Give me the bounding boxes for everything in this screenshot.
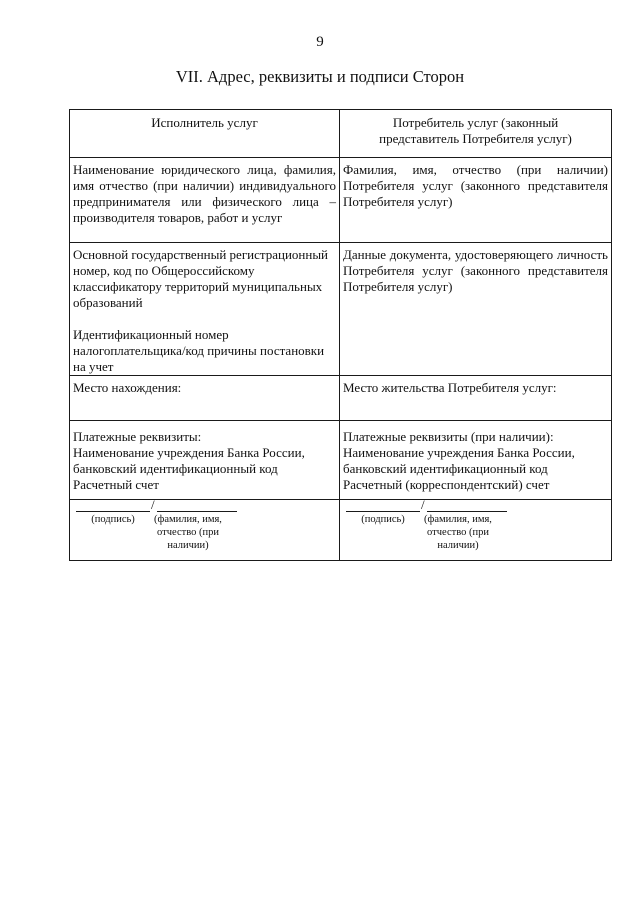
table-header-row bbox=[70, 110, 612, 158]
consumer-name-caption bbox=[415, 513, 501, 552]
caption-line: (фамилия, имя, bbox=[154, 514, 222, 525]
consumer-signature-block bbox=[343, 497, 608, 560]
executor-name-label: Наименование юридического лица, фамилия, имя отчество (при наличии) индивидуального предпринимателя или физического лица – производителя товаров, работ и услуг bbox=[73, 162, 336, 225]
executor-name-cell bbox=[70, 158, 340, 243]
requisites-table bbox=[69, 109, 612, 561]
table-row-signature bbox=[70, 500, 612, 561]
executor-ogrn-label: Основной государственный регистрационный номер, код по Общероссийскому классификатору территорий муниципальных образований bbox=[73, 247, 329, 310]
executor-signature-caption: (подпись) bbox=[91, 514, 135, 525]
consumer-name-label: Фамилия, имя, отчество (при наличии) Потребителя услуг (законного представителя Потребителя услуг) bbox=[343, 162, 608, 209]
consumer-document-cell bbox=[340, 243, 612, 376]
executor-address-label: Место нахождения: bbox=[73, 380, 182, 395]
header-executor-label: Исполнитель услуг bbox=[151, 115, 258, 130]
consumer-payment-line2: Наименование учреждения Банка России, bbox=[343, 445, 575, 460]
section-title: VII. Адрес, реквизиты и подписи Сторон bbox=[175, 67, 465, 86]
consumer-payment-line1: Платежные реквизиты (при наличии): bbox=[343, 429, 554, 444]
consumer-signature-caption: (подпись) bbox=[361, 514, 405, 525]
caption-line: отчество (при bbox=[157, 527, 219, 538]
table-row-address bbox=[70, 376, 612, 421]
header-consumer-line2: представитель Потребителя услуг) bbox=[379, 131, 572, 146]
executor-payment-line1: Платежные реквизиты: bbox=[73, 429, 202, 444]
executor-registration-cell bbox=[70, 243, 340, 376]
caption-line: отчество (при bbox=[427, 527, 489, 538]
executor-payment-cell bbox=[70, 421, 340, 500]
consumer-payment-line3: банковский идентификационный код bbox=[343, 461, 548, 476]
consumer-signature-line bbox=[346, 511, 420, 512]
executor-name-line bbox=[157, 511, 237, 512]
consumer-signature-slash: / bbox=[421, 497, 425, 512]
caption-line: наличии) bbox=[167, 540, 209, 551]
consumer-name-cell bbox=[340, 158, 612, 243]
header-consumer-line1: Потребитель услуг (законный bbox=[392, 115, 559, 130]
header-consumer bbox=[340, 110, 612, 158]
header-executor bbox=[70, 110, 340, 158]
table-row-name bbox=[70, 158, 612, 243]
spacer bbox=[73, 311, 336, 327]
executor-payment-line2: Наименование учреждения Банка России, bbox=[73, 445, 305, 460]
executor-name-caption bbox=[145, 513, 231, 552]
consumer-signature-cell bbox=[340, 497, 612, 561]
consumer-document-label: Данные документа, удостоверяющего личность Потребителя услуг (законного представителя Потребителя услуг) bbox=[343, 247, 608, 294]
consumer-address-label: Место жительства Потребителя услуг: bbox=[343, 380, 557, 395]
consumer-payment-line4: Расчетный (корреспондентский) счет bbox=[343, 477, 550, 492]
consumer-name-line bbox=[427, 511, 507, 512]
executor-payment-line3: банковский идентификационный код bbox=[73, 461, 278, 476]
executor-inn-label: Идентификационный номер налогоплательщика/код причины постановки на учет bbox=[73, 327, 325, 374]
caption-line: (фамилия, имя, bbox=[424, 514, 492, 525]
executor-payment-line4: Расчетный счет bbox=[73, 477, 159, 492]
executor-signature-block bbox=[73, 497, 336, 560]
consumer-address-cell bbox=[340, 376, 612, 421]
page-number: 9 bbox=[316, 34, 324, 50]
caption-line: наличии) bbox=[437, 540, 479, 551]
executor-address-cell bbox=[70, 376, 340, 421]
consumer-payment-cell bbox=[340, 421, 612, 500]
executor-signature-cell bbox=[70, 497, 340, 561]
executor-signature-slash: / bbox=[151, 497, 155, 512]
table-row-registration bbox=[70, 243, 612, 376]
executor-signature-line bbox=[76, 511, 150, 512]
table-row-payment bbox=[70, 421, 612, 500]
